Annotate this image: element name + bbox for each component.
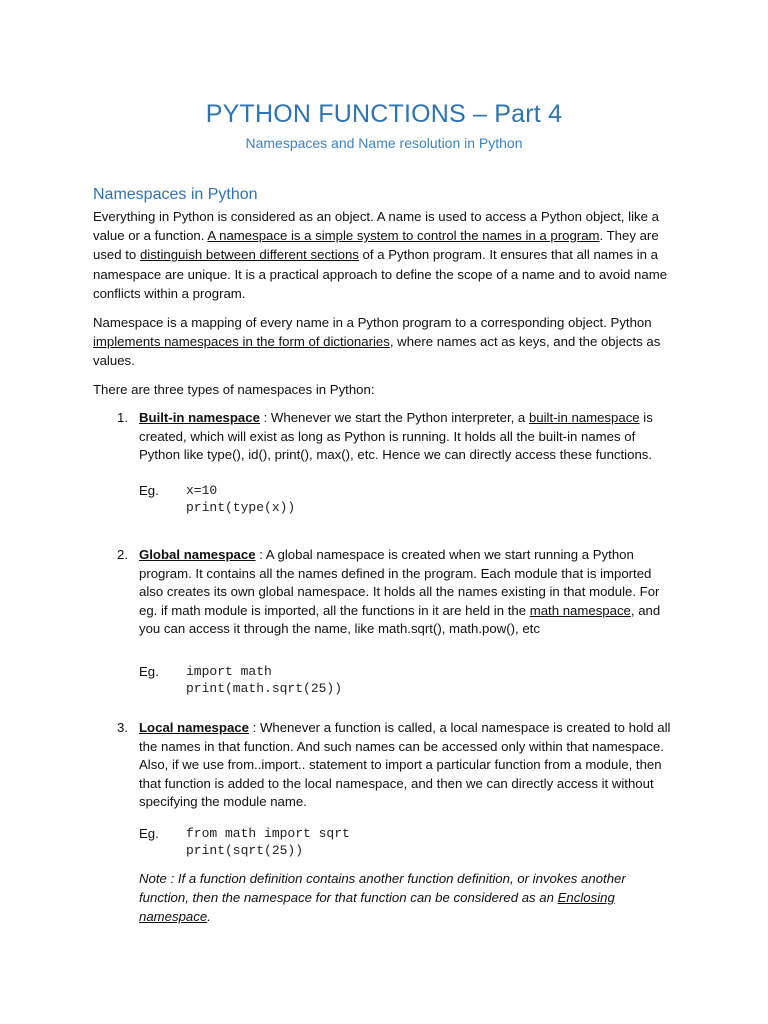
item-label: Global namespace [139,547,256,562]
list-item-global [139,546,674,639]
underlined-text: implements namespaces in the form of dictionaries [93,334,390,350]
list-item-local [139,719,674,812]
code-example: from math import sqrt print(sqrt(25)) [186,826,350,858]
paragraph-intro [93,207,673,303]
list-number: 2. [117,547,128,562]
list-number: 3. [117,720,128,735]
item-label: Built-in namespace [139,410,260,425]
text-run: : A global namespace is created when we start running a Python program. It contains all the names defined in the program. Each module that is imported also creates its own global namespace. It holds all the names existing in that module. For eg. if math module is imported, all the functions in it are held in the [139,547,660,618]
underlined-text: math namespace [529,602,631,618]
underlined-text: distinguish between different sections [139,247,359,263]
paragraph-types-intro: There are three types of namespaces in Python: [93,382,375,397]
note-enclosing-namespace [139,869,679,927]
item-label: Local namespace [139,720,249,735]
code-example: import math print(math.sqrt(25)) [186,664,343,696]
text-run: Note : If a function definition contains another function definition, or invokes another function, then the namespace for that function can be considered as an [139,871,626,906]
underlined-text: built-in namespace [528,410,640,425]
section-heading: Namespaces in Python [93,186,258,203]
text-run: . They are used to [93,228,659,263]
text-run: . [207,909,211,925]
paragraph-mapping [93,313,673,371]
list-number: 1. [117,410,128,425]
text-run: is created, which will exist as long as Python is running. It holds all the built-in names of Python like type(), id(), print(), max(), etc. Hence we can directly access these functions. [139,410,653,462]
page-title: PYTHON FUNCTIONS – Part 4 [205,100,563,128]
text-run: : Whenever we start the Python interpreter, a [259,410,529,425]
text-run: Everything in Python is considered as an object. A name is used to access a Python object, like a value or a function. [93,209,659,244]
text-run: of a Python program. It ensures that all names in a namespace are unique. It is a practical approach to define the scope of a name and to avoid name conflicts within a program. [93,247,668,301]
text-run: , and you can access it through the name, like math.sqrt(), math.pow(), etc [139,602,661,636]
example-label: Eg. [139,826,159,841]
page-subtitle: Namespaces and Name resolution in Python [245,135,523,151]
list-item-builtin [139,409,674,465]
text-run: , where names act as keys, and the objects as values. [93,334,661,369]
underlined-text: A namespace is a simple system to control the names in a program [207,228,600,244]
example-label: Eg. [139,664,159,679]
example-label: Eg. [139,483,159,498]
code-example: x=10 print(type(x)) [186,483,296,515]
text-run: Namespace is a mapping of every name in a Python program to a corresponding object. Python [93,315,652,330]
underlined-text: Enclosing namespace [139,890,615,925]
text-run: : Whenever a function is called, a local namespace is created to hold all the names in that function. And such names can be accessed only within that namespace. Also, if we use from..import.. statement to import a particular function from a module, then that function is added to the local namespace, and then we can directly access it without specifying the module name. [139,720,671,809]
